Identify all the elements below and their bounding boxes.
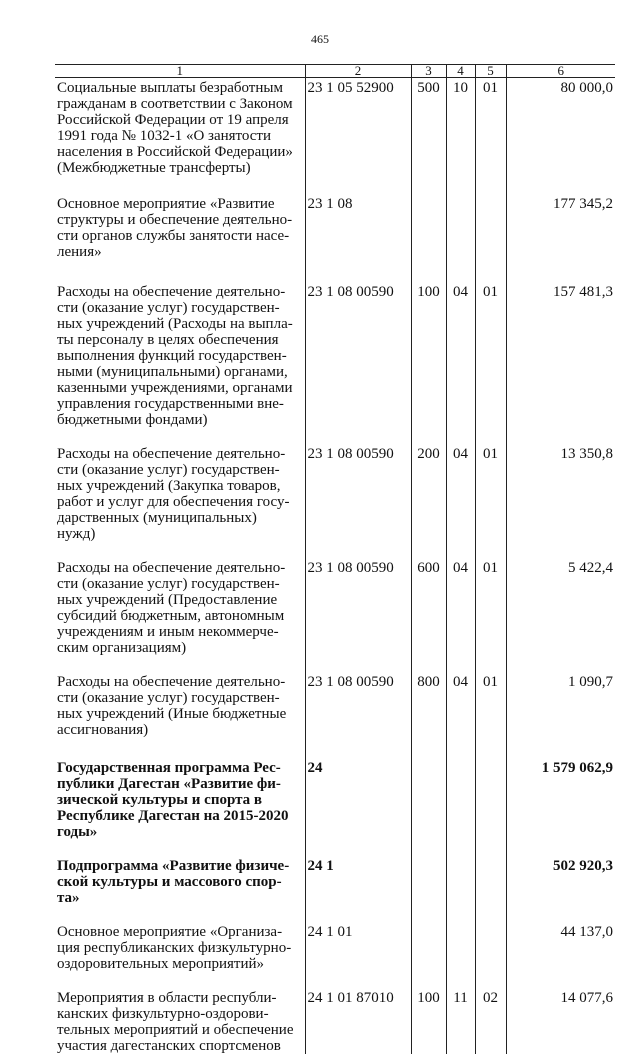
- table-row: [55, 78, 615, 195]
- table-row: [55, 282, 615, 444]
- row-section: [446, 758, 475, 856]
- row-subsection: 02: [475, 988, 506, 1054]
- row-section: 04: [446, 672, 475, 758]
- row-name: Основное мероприятие «Развитие структуры и обеспечение деятельно- сти органов службы занятости насе- ления»: [55, 194, 305, 282]
- row-amount: 1 090,7: [506, 672, 615, 758]
- row-subsection: 01: [475, 78, 506, 195]
- row-subsection: [475, 922, 506, 988]
- row-expense-type: 600: [411, 558, 446, 672]
- column-header-5: 5: [475, 65, 506, 78]
- row-name: Расходы на обеспечение деятельно- сти (оказание услуг) государствен- ных учреждений (Предоставление субсидий бюджетным, автономным учреждениям и иным некоммерче- ским организациям): [55, 558, 305, 672]
- row-name: Расходы на обеспечение деятельно- сти (оказание услуг) государствен- ных учреждений (Иные бюджетные ассигнования): [55, 672, 305, 758]
- budget-table: [55, 64, 615, 1054]
- table-row: [55, 922, 615, 988]
- row-subsection: [475, 758, 506, 856]
- row-expense-type: 100: [411, 282, 446, 444]
- table-row: [55, 558, 615, 672]
- row-name: Мероприятия в области республи- канских физкультурно-оздорови- тельных мероприятий и обеспечение участия дагестанских спортсменов: [55, 988, 305, 1054]
- row-code: 24 1 01: [305, 922, 411, 988]
- row-amount: 14 077,6: [506, 988, 615, 1054]
- table-header: [55, 65, 615, 78]
- row-name: Расходы на обеспечение деятельно- сти (оказание услуг) государствен- ных учреждений (Закупка товаров, работ и услуг для обеспечения госу- дарственных (муниципальных) нужд): [55, 444, 305, 558]
- table-body: [55, 78, 615, 1054]
- row-expense-type: [411, 856, 446, 922]
- column-header-3: 3: [411, 65, 446, 78]
- row-subsection: [475, 856, 506, 922]
- row-code: 23 1 08 00590: [305, 282, 411, 444]
- row-section: [446, 856, 475, 922]
- row-name: Подпрограмма «Развитие физиче- ской культуры и массового спор- та»: [55, 856, 305, 922]
- row-code: 24 1 01 87010: [305, 988, 411, 1054]
- column-header-1: 1: [55, 65, 305, 78]
- row-expense-type: 800: [411, 672, 446, 758]
- row-code: 23 1 08 00590: [305, 672, 411, 758]
- row-name: Социальные выплаты безработным гражданам в соответствии с Законом Российской Федерации от 19 апреля 1991 года № 1032-1 «О занятости населения в Российской Федерации» (Межбюджетные трансферты): [55, 78, 305, 195]
- row-expense-type: 500: [411, 78, 446, 195]
- row-section: [446, 922, 475, 988]
- row-amount: 80 000,0: [506, 78, 615, 195]
- row-subsection: 01: [475, 672, 506, 758]
- row-subsection: 01: [475, 558, 506, 672]
- table-row: [55, 988, 615, 1054]
- row-amount: 177 345,2: [506, 194, 615, 282]
- row-subsection: 01: [475, 282, 506, 444]
- row-amount: 502 920,3: [506, 856, 615, 922]
- table-row: [55, 758, 615, 856]
- column-header-4: 4: [446, 65, 475, 78]
- header-row: [55, 65, 615, 78]
- row-name: Государственная программа Рес- публики Дагестан «Развитие фи- зической культуры и спорта в Республике Дагестан на 2015-2020 годы»: [55, 758, 305, 856]
- row-amount: 44 137,0: [506, 922, 615, 988]
- row-code: 24 1: [305, 856, 411, 922]
- column-header-6: 6: [506, 65, 615, 78]
- page-number: 465: [0, 32, 640, 47]
- row-name: Расходы на обеспечение деятельно- сти (оказание услуг) государствен- ных учреждений (Расходы на выпла- ты персоналу в целях обеспечения выполнения функций государствен- ными (муниципальными) органами, казенными учреждениями, органами управления государственными вне- бюджетными фондами): [55, 282, 305, 444]
- table-row: [55, 856, 615, 922]
- row-name: Основное мероприятие «Организа- ция республиканских физкультурно- оздоровительных мероприятий»: [55, 922, 305, 988]
- row-subsection: 01: [475, 444, 506, 558]
- row-code: 23 1 08: [305, 194, 411, 282]
- row-section: 04: [446, 558, 475, 672]
- row-subsection: [475, 194, 506, 282]
- row-amount: 5 422,4: [506, 558, 615, 672]
- row-expense-type: [411, 758, 446, 856]
- row-amount: 13 350,8: [506, 444, 615, 558]
- row-section: 11: [446, 988, 475, 1054]
- row-amount: 157 481,3: [506, 282, 615, 444]
- table-row: [55, 672, 615, 758]
- row-code: 23 1 05 52900: [305, 78, 411, 195]
- row-section: [446, 194, 475, 282]
- row-expense-type: 100: [411, 988, 446, 1054]
- column-header-2: 2: [305, 65, 411, 78]
- row-code: 23 1 08 00590: [305, 558, 411, 672]
- row-section: 04: [446, 444, 475, 558]
- row-section: 04: [446, 282, 475, 444]
- row-amount: 1 579 062,9: [506, 758, 615, 856]
- row-code: 24: [305, 758, 411, 856]
- table-row: [55, 194, 615, 282]
- row-section: 10: [446, 78, 475, 195]
- row-code: 23 1 08 00590: [305, 444, 411, 558]
- row-expense-type: [411, 922, 446, 988]
- table-row: [55, 444, 615, 558]
- row-expense-type: [411, 194, 446, 282]
- row-expense-type: 200: [411, 444, 446, 558]
